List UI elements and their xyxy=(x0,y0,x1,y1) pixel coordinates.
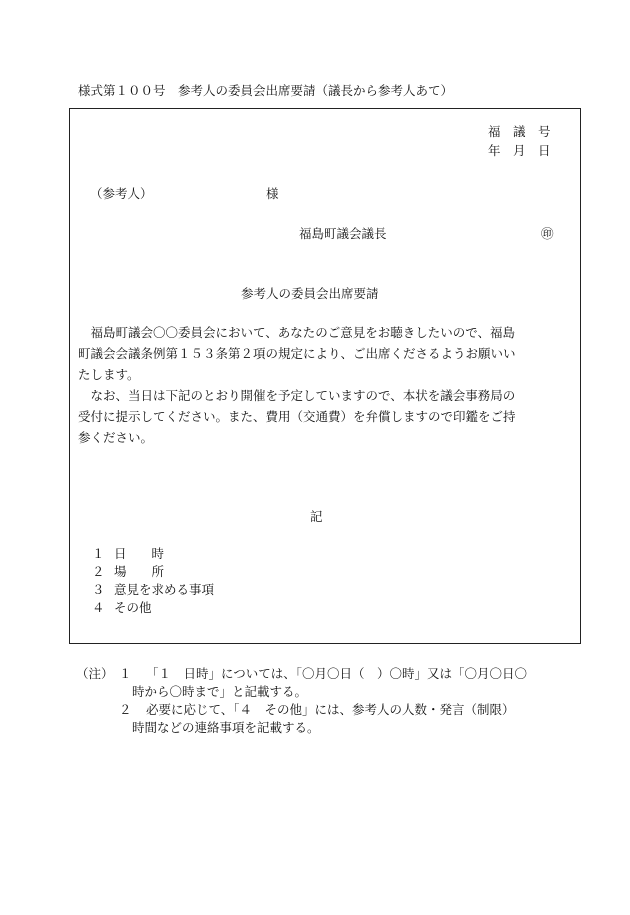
ki-label: 記 xyxy=(310,509,323,524)
list-item xyxy=(92,564,164,580)
body-line: なお、当日は下記のとおり開催を予定していますので、本状を議会事務局の xyxy=(78,388,516,403)
body-line: 町議会会議条例第１５３条第２項の規定により、ご出席くださるようお願いい xyxy=(78,346,516,361)
body-line: 受付に提示してください。また、費用（交通費）を弁償しますので印鑑をご持 xyxy=(78,409,516,424)
note-text: 必要に応じて、「４ その他」には、参考人の人数・発言（制限） xyxy=(146,702,515,717)
notes-prefix: （注） xyxy=(76,666,114,681)
body-line: たします。 xyxy=(78,367,140,382)
seal-mark: ㊞ xyxy=(541,226,554,241)
document-number: 福 議 号 xyxy=(488,124,551,139)
item-number: １ xyxy=(92,546,105,561)
sender-title: 福島町議会議長 xyxy=(299,226,387,241)
item-number: ４ xyxy=(92,600,105,615)
body-line: 参ください。 xyxy=(78,430,154,445)
note-text: 時から〇時まで」と記載する。 xyxy=(132,684,308,699)
item-label: 日 時 xyxy=(114,546,165,561)
item-label: 場 所 xyxy=(114,564,165,579)
body-line: 福島町議会〇〇委員会において、あなたのご意見をお聴きしたいので、福島 xyxy=(78,325,516,340)
recipient-honorific: 様 xyxy=(266,186,279,201)
note-number: １ xyxy=(119,666,132,681)
document-date: 年 月 日 xyxy=(488,143,551,158)
item-number: ３ xyxy=(92,582,105,597)
list-item xyxy=(92,546,164,562)
item-number: ２ xyxy=(92,564,105,579)
form-title: 様式第１００号 参考人の委員会出席要請（議長から参考人あて） xyxy=(78,83,454,98)
list-item xyxy=(92,600,152,616)
note-text: 「１ 日時」については、「〇月〇日（ ）〇時」又は「〇月〇日〇 xyxy=(146,666,528,681)
recipient-label: （参考人） xyxy=(90,186,153,201)
note-text: 時間などの連絡事項を記載する。 xyxy=(132,720,320,735)
list-item xyxy=(92,582,214,598)
document-heading: 参考人の委員会出席要請 xyxy=(241,286,379,301)
item-label: その他 xyxy=(114,600,152,615)
note-number: ２ xyxy=(119,702,132,717)
item-label: 意見を求める事項 xyxy=(114,582,215,597)
